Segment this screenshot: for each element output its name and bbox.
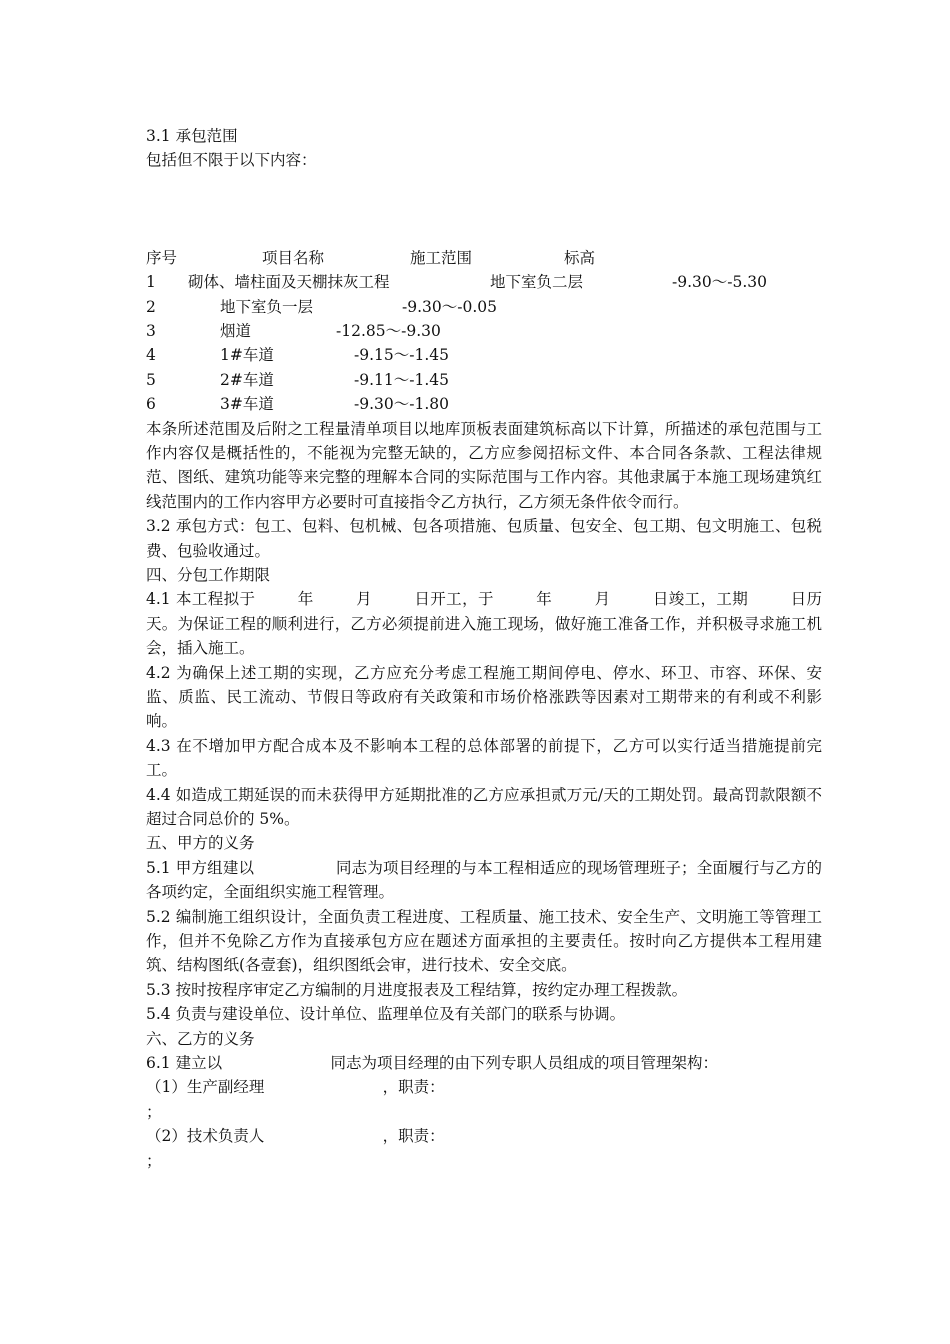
section-heading: 五、甲方的义务 — [146, 834, 255, 853]
section-heading: 3.1 承包范围 — [146, 127, 238, 145]
table-cell-elevation: -9.15～-1.45 — [354, 346, 449, 365]
role-line: （2）技术负责人 ，职责： — [146, 1127, 445, 1146]
table-cell-no: 4 — [146, 346, 156, 365]
clause-5-2: 5.2 编制施工组织设计，全面负责工程进度、工程质量、施工技术、安全生产、文明施工等管理工作，但并不免除乙方作为直接承包方应在题述方面承担的主要责任。按时向乙方提供本工程用建筑、结构图纸(各壹套)，组织图纸会审，进行技术、安全交底。 — [146, 907, 822, 975]
table-cell-range: 1#车道 — [220, 346, 274, 365]
scope-note: 本条所述范围及后附之工程量清单项目以地库顶板表面建筑标高以下计算，所描述的承包范围与工作内容仅是概括性的，不能视为完整无缺的，乙方应参阅招标文件、本合同各条款、工程法律规范、图纸、建筑功能等来完整的理解本合同的实际范围与工作内容。其他隶属于本施工现场建筑红线范围内的工作内容甲方必要时可直接指令乙方执行，乙方须无条件依令而行。 — [146, 419, 822, 511]
table-header-row — [146, 246, 822, 270]
clause-4-1: 4.1 本工程拟于 年 月 日开工，于 年 月 日竣工，工期 日历天。为保证工程的顺利进行，乙方必须提前进入施工现场，做好施工准备工作，并积极寻求施工机会，插入施工。 — [146, 590, 822, 658]
table-row — [146, 295, 822, 319]
table-header-cell: 序号 — [146, 248, 178, 267]
table-cell-elevation: -9.11～-1.45 — [354, 370, 449, 389]
table-cell-no: 2 — [146, 297, 156, 316]
table-cell-range: 2#车道 — [220, 370, 274, 389]
table-cell-elevation: -12.85～-9.30 — [336, 321, 441, 340]
table-row — [146, 368, 822, 392]
clause-5-4: 5.4 负责与建设单位、设计单位、监理单位及有关部门的联系与协调。 — [146, 1005, 626, 1024]
table-header-cell: 施工范围 — [410, 248, 473, 267]
role-line: （1）生产副经理 ，职责： — [146, 1078, 445, 1097]
section-heading: 四、分包工作期限 — [146, 565, 271, 584]
table-cell-no: 5 — [146, 370, 156, 389]
clause-6-1: 6.1 建立以 同志为项目经理的由下列专职人员组成的项目管理架构： — [146, 1054, 718, 1073]
table-cell-no: 3 — [146, 321, 156, 340]
clause-5-3: 5.3 按时按程序审定乙方编制的月进度报表及工程结算，按约定办理工程拨款。 — [146, 980, 688, 999]
clause-4-4: 4.4 如造成工期延误的而未获得甲方延期批准的乙方应承担贰万元/天的工期处罚。最高罚款限额不超过合同总价的 5%。 — [146, 785, 822, 829]
table-header-cell: 项目名称 — [262, 248, 325, 267]
table-cell-no: 6 — [146, 395, 156, 414]
clause-3-2: 3.2 承包方式：包工、包料、包机械、包各项措施、包质量、包安全、包工期、包文明施工、包税费、包验收通过。 — [146, 517, 822, 560]
role-line-end: ； — [146, 1102, 162, 1121]
table-cell-elevation: -9.30～-0.05 — [402, 297, 497, 316]
clause-5-1: 5.1 甲方组建以 同志为项目经理的与本工程相适应的现场管理班子；全面履行与乙方的各项约定，全面组织实施工程管理。 — [146, 858, 822, 902]
table-cell-range: 烟道 — [220, 321, 252, 340]
spacer — [146, 173, 822, 246]
table-cell-no: 1 — [146, 273, 156, 292]
role-line-end: ； — [146, 1151, 162, 1170]
table-cell-elevation: -9.30～-5.30 — [672, 273, 767, 292]
document-page — [146, 124, 822, 1173]
clause-4-2: 4.2 为确保上述工期的实现，乙方应充分考虑工程施工期间停电、停水、环卫、市容、环保、安监、质监、民工流动、节假日等政府有关政策和市场价格涨跌等因素对工期带来的有利或不利影响。 — [146, 663, 822, 731]
table-row — [146, 270, 822, 294]
table-cell-range: 地下室负一层 — [220, 297, 314, 316]
table-cell-range: 3#车道 — [220, 395, 274, 414]
clause-4-3: 4.3 在不增加甲方配合成本及不影响本工程的总体部署的前提下，乙方可以实行适当措施提前完工。 — [146, 736, 822, 780]
table-row — [146, 319, 822, 343]
section-heading: 六、乙方的义务 — [146, 1029, 255, 1048]
table-header-cell: 标高 — [564, 248, 596, 267]
table-cell-elevation: -9.30～-1.80 — [354, 395, 449, 414]
table-row — [146, 343, 822, 367]
table-cell-name: 砌体、墙柱面及天棚抹灰工程 — [188, 273, 390, 292]
table-row — [146, 392, 822, 416]
table-cell-range: 地下室负二层 — [490, 273, 584, 292]
section-intro: 包括但不限于以下内容： — [146, 151, 317, 170]
